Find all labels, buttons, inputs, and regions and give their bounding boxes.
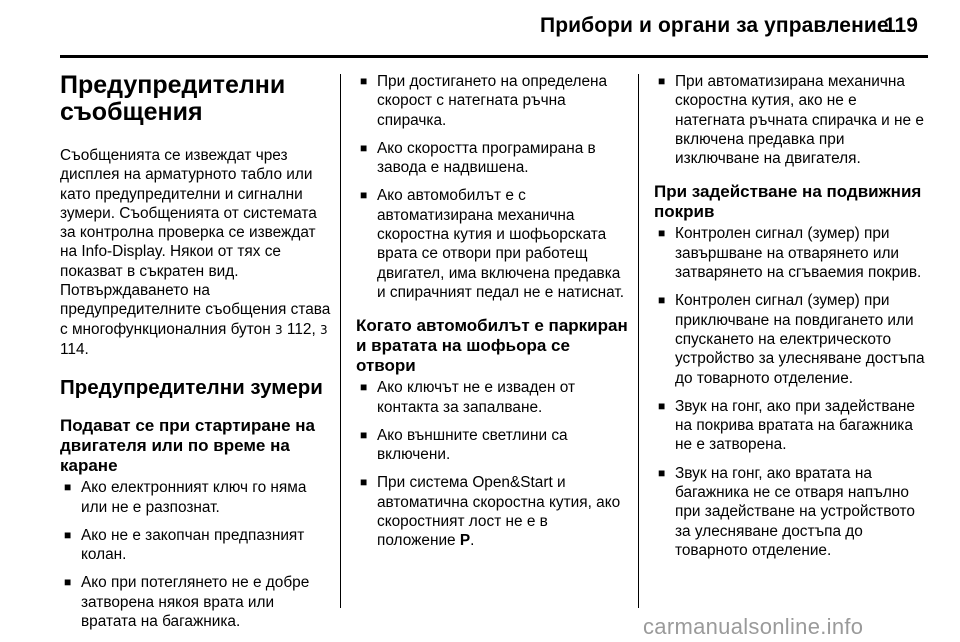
list-item: ■ При достигането на определена скорост с натегната ръчна спирачка. bbox=[356, 72, 630, 130]
page-ref-link-114[interactable]: 114. bbox=[60, 340, 89, 358]
list-item: ■ Звук на гонг, ако вратата на багажника не се отваря напълно при задействане на устройството за улесняване достъпа до товарното отделение. bbox=[654, 464, 930, 560]
page-ref-link-112[interactable]: 112, bbox=[286, 320, 316, 338]
bullet-list bbox=[654, 224, 930, 560]
column-divider-1 bbox=[340, 74, 341, 608]
subsection-title-roof: При задействане на подвижния покрив bbox=[654, 182, 922, 222]
section-title-buzzers: Предупредителни зумери bbox=[60, 376, 323, 400]
list-item: ■ Ако външните светлини са включени. bbox=[356, 426, 630, 465]
list-item: ■ Ако ключът не е изваден от контакта за запалване. bbox=[356, 378, 630, 417]
column-divider-2 bbox=[638, 74, 639, 608]
list-item-suffix: . bbox=[470, 532, 475, 550]
page-ref-arrow-icon: 3 bbox=[274, 322, 283, 337]
subsection-title-start-driving: Подават се при стартиране на двигателя или по време на каране bbox=[60, 416, 315, 476]
list-item-text: При система Open&Start и автоматична скоростна кутия, ако скоростният лост не е в положение bbox=[377, 474, 621, 550]
column-3 bbox=[654, 72, 930, 569]
column-2 bbox=[356, 72, 630, 560]
watermark: carmanualsonline.info bbox=[643, 614, 864, 639]
header-title: Прибори и органи за управление bbox=[540, 14, 889, 37]
bullet-list bbox=[356, 72, 630, 302]
bullet-list bbox=[60, 478, 332, 631]
list-item: ■ Контролен сигнал (зумер) при приключване на повдигането или спускането на електрическото устройство за улесняване достъпа до товарното отделение. bbox=[654, 291, 930, 387]
gear-position-label: P bbox=[459, 532, 471, 550]
bullet-list bbox=[654, 72, 930, 168]
list-item: ■ Ако електронният ключ го няма или не е разпознат. bbox=[60, 478, 332, 517]
list-item: ■ Звук на гонг, ако при задействане на покрива вратата на багажника не е затворена. bbox=[654, 397, 930, 455]
intro-paragraph bbox=[60, 146, 332, 359]
header-rule bbox=[60, 55, 928, 58]
list-item: ■ Ако не е закопчан предпазният колан. bbox=[60, 526, 332, 565]
page-number: 119 bbox=[884, 14, 918, 37]
list-item: ■ Контролен сигнал (зумер) при завършване на отварянето или затварянето на сгъваемия покрив. bbox=[654, 224, 930, 282]
list-item: ■ Ако автомобилът е с автоматизирана механична скоростна кутия и шофьорската врата се отвори при работещ двигател, има включена предавка и спирачният педал не е натиснат. bbox=[356, 186, 630, 302]
bullet-list bbox=[356, 378, 630, 550]
section-title-warnings: Предупредителни съобщения bbox=[60, 71, 286, 126]
page-ref-arrow-icon: 3 bbox=[320, 322, 328, 337]
subsection-title-parked: Когато автомобилът е паркиран и вратата на шофьора се отвори bbox=[356, 316, 628, 376]
list-item: ■ При автоматизирана механична скоростна кутия, ако не е натегната ръчната спирачка и не е включена предавка при изключване на двигателя. bbox=[654, 72, 930, 168]
list-item bbox=[356, 473, 630, 550]
column-1 bbox=[60, 72, 332, 640]
intro-text: Съобщенията се извеждат чрез дисплея на арматурното табло или като предупредителни и сигнални зумери. Съобщенията от системата за контролна проверка се извеждат на Info-Display. Някои от тях се показват в съкратен вид. Потвърждаването на предупредителните съобщения става с многофункционалния бутон bbox=[60, 147, 331, 338]
list-item: ■ Ако при потеглянето не е добре затворена някоя врата или вратата на багажника. bbox=[60, 573, 332, 631]
list-item: ■ Ако скоростта програмирана в завода е надвишена. bbox=[356, 139, 630, 178]
